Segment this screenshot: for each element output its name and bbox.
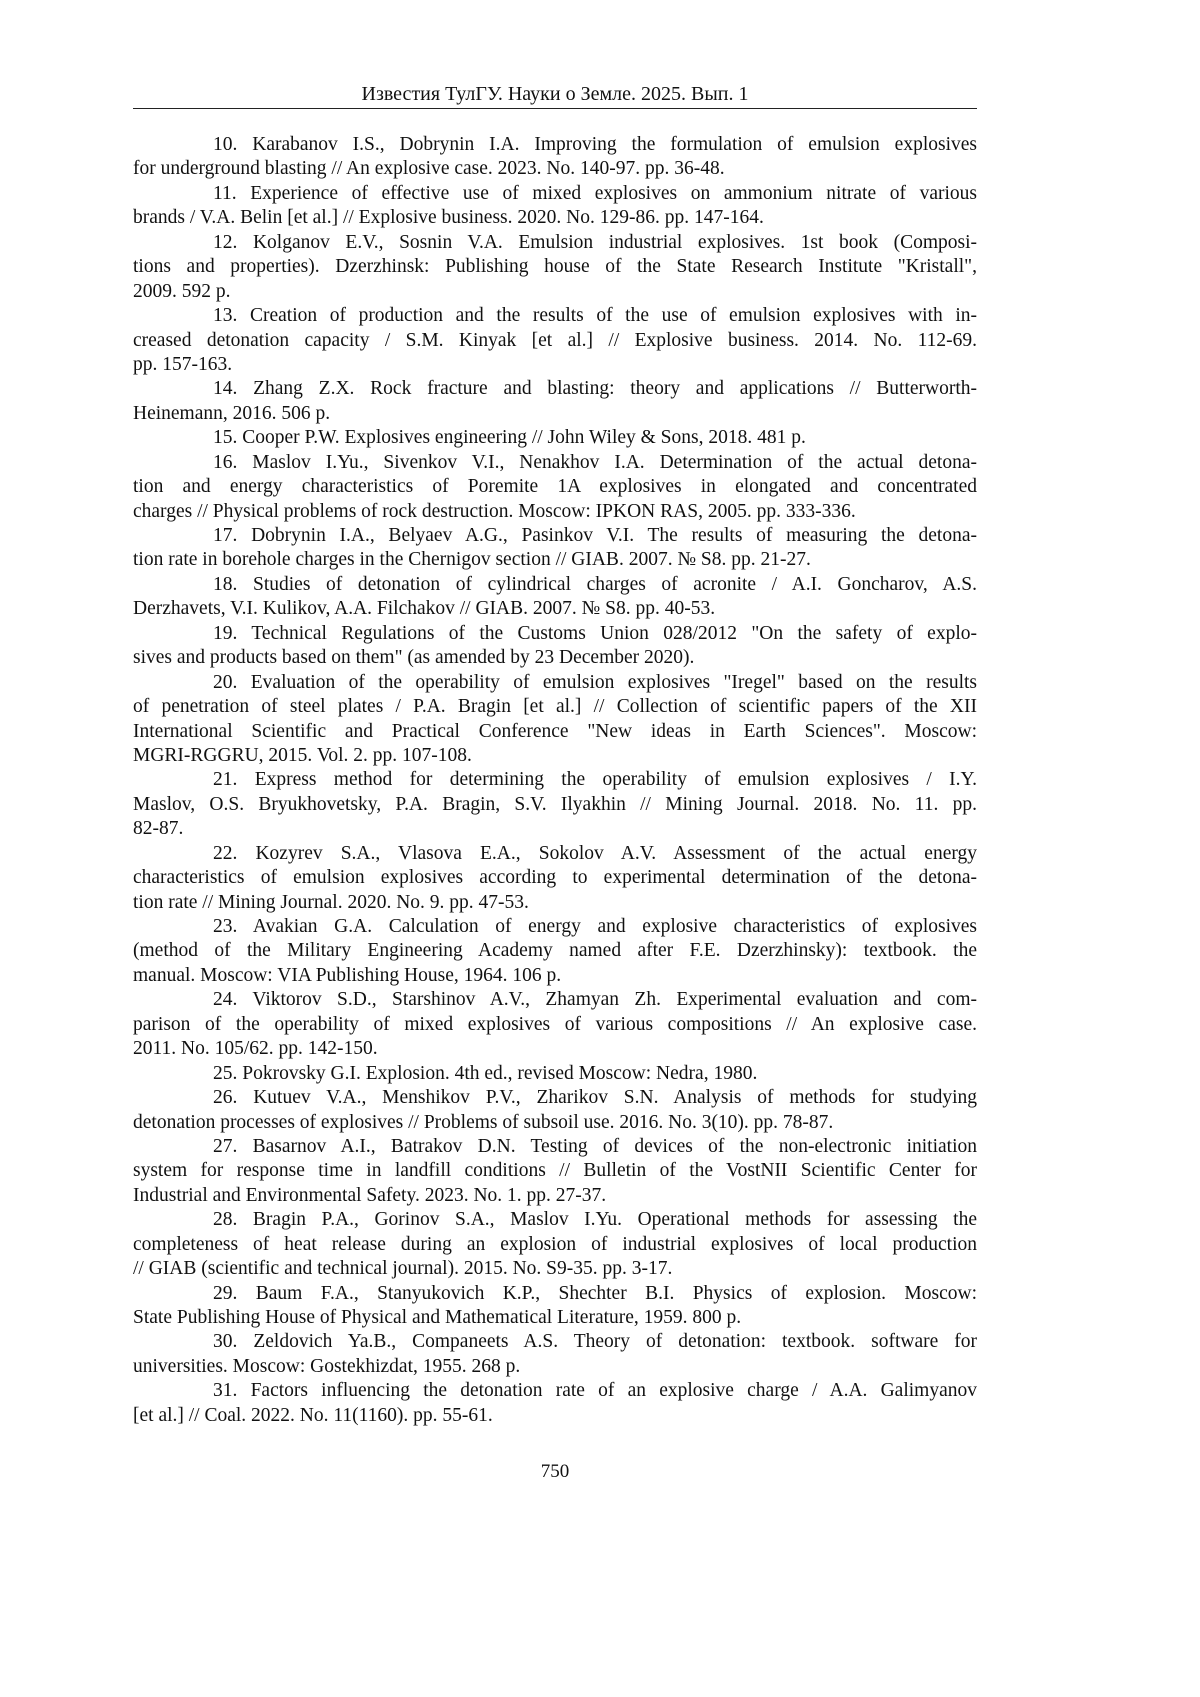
reference-item (133, 1379, 977, 1428)
reference-line: Industrial and Environmental Safety. 2023. No. 1. pp. 27-37. (133, 1184, 607, 1206)
reference-item (133, 622, 977, 671)
reference-line: 16. Maslov I.Yu., Sivenkov V.I., Nenakhov I.A. Determination of the actual detona- (213, 451, 977, 473)
reference-line: 82-87. (133, 818, 184, 840)
reference-item (133, 988, 977, 1061)
reference-line: 25. Pokrovsky G.I. Explosion. 4th ed., revised Moscow: Nedra, 1980. (213, 1062, 758, 1084)
reference-line: creased detonation capacity / S.M. Kinyak [et al.] // Explosive business. 2014. No. 112-69. (133, 329, 977, 351)
reference-item (133, 182, 977, 231)
reference-line: 20. Evaluation of the operability of emulsion explosives "Iregel" based on the results (213, 671, 977, 693)
reference-line: 13. Creation of production and the results of the use of emulsion explosives with in- (213, 305, 977, 327)
reference-line: 2011. No. 105/62. pp. 142-150. (133, 1038, 378, 1060)
reference-line: 31. Factors influencing the detonation rate of an explosive charge / A.A. Galimyanov (213, 1380, 977, 1402)
reference-line: 29. Baum F.A., Stanyukovich K.P., Shechter B.I. Physics of explosion. Moscow: (213, 1282, 977, 1304)
reference-line: universities. Moscow: Gostekhizdat, 1955. 268 p. (133, 1355, 521, 1377)
reference-line: 14. Zhang Z.X. Rock fracture and blasting: theory and applications // Butterworth- (213, 378, 977, 400)
reference-item (133, 915, 977, 988)
reference-line: 27. Basarnov A.I., Batrakov D.N. Testing of devices of the non-electronic initiation (213, 1135, 977, 1157)
reference-line: 24. Viktorov S.D., Starshinov A.V., Zhamyan Zh. Experimental evaluation and com- (213, 989, 977, 1011)
reference-line: (method of the Military Engineering Academy named after F.E. Dzerzhinsky): textbook. the (133, 940, 977, 962)
reference-line: manual. Moscow: VIA Publishing House, 1964. 106 p. (133, 964, 562, 986)
reference-line: 22. Kozyrev S.A., Vlasova E.A., Sokolov A.V. Assessment of the actual energy (213, 842, 977, 864)
reference-item (133, 133, 977, 182)
reference-line: 30. Zeldovich Ya.B., Companeets A.S. Theory of detonation: textbook. software for (213, 1331, 977, 1353)
reference-line: 11. Experience of effective use of mixed explosives on ammonium nitrate of various (213, 182, 977, 204)
reference-line: 19. Technical Regulations of the Customs Union 028/2012 "On the safety of explo- (213, 622, 977, 644)
reference-line: Derzhavets, V.I. Kulikov, A.A. Filchakov // GIAB. 2007. № S8. pp. 40-53. (133, 598, 716, 620)
reference-line: 23. Avakian G.A. Calculation of energy and explosive characteristics of explosives (213, 916, 977, 937)
reference-line: 15. Cooper P.W. Explosives engineering // John Wiley & Sons, 2018. 481 p. (213, 427, 806, 449)
reference-item (133, 1135, 977, 1208)
reference-line: Heinemann, 2016. 506 p. (133, 402, 331, 424)
reference-line: 28. Bragin P.A., Gorinov S.A., Maslov I.Yu. Operational methods for assessing the (213, 1209, 977, 1231)
reference-line: characteristics of emulsion explosives according to experimental determination of the detona- (133, 867, 977, 889)
reference-item (133, 573, 977, 622)
reference-line: // GIAB (scientific and technical journal). 2015. No. S9-35. pp. 3-17. (133, 1258, 673, 1280)
reference-line: detonation processes of explosives // Problems of subsoil use. 2016. No. 3(10). pp. 78-87. (133, 1111, 834, 1133)
reference-item (133, 1208, 977, 1281)
reference-item (133, 304, 977, 377)
reference-item (133, 842, 977, 915)
reference-line: 26. Kutuev V.A., Menshikov P.V., Zharikov S.N. Analysis of methods for studying (213, 1087, 977, 1109)
reference-line: brands / V.A. Belin [et al.] // Explosive business. 2020. No. 129-86. pp. 147-164. (133, 207, 764, 229)
reference-line: [et al.] // Coal. 2022. No. 11(1160). pp. 55-61. (133, 1404, 493, 1426)
reference-line: 10. Karabanov I.S., Dobrynin I.A. Improving the formulation of emulsion explosives (213, 134, 977, 155)
reference-line: parison of the operability of mixed explosives of various compositions // An explosive case. (133, 1013, 977, 1035)
running-header: Известия ТулГУ. Науки о Земле. 2025. Вып. 1 (361, 83, 749, 105)
reference-line: tions and properties). Dzerzhinsk: Publishing house of the State Research Institute "Kristall", (133, 256, 977, 278)
reference-line: 18. Studies of detonation of cylindrical charges of acronite / A.I. Goncharov, A.S. (213, 573, 977, 595)
reference-item (133, 1062, 977, 1086)
reference-line: State Publishing House of Physical and Mathematical Literature, 1959. 800 p. (133, 1307, 742, 1328)
reference-item (133, 377, 977, 426)
reference-line: Maslov, O.S. Bryukhovetsky, P.A. Bragin, S.V. Ilyakhin // Mining Journal. 2018. No. 11. pp. (133, 793, 977, 815)
reference-item (133, 1330, 977, 1379)
reference-item (133, 451, 977, 524)
reference-item (133, 426, 977, 450)
reference-line: International Scientific and Practical Conference "New ideas in Earth Sciences". Moscow: (133, 720, 977, 742)
reference-line: completeness of heat release during an explosion of industrial explosives of local production (133, 1233, 977, 1255)
reference-item (133, 524, 977, 573)
reference-line: tion rate in borehole charges in the Chernigov section // GIAB. 2007. № S8. pp. 21-27. (133, 549, 811, 571)
reference-line: tion and energy characteristics of Poremite 1A explosives in elongated and concentrated (133, 476, 977, 498)
reference-list (133, 133, 977, 1428)
reference-line: for underground blasting // An explosive case. 2023. No. 140-97. pp. 36-48. (133, 158, 725, 180)
reference-item (133, 1086, 977, 1135)
reference-line: system for response time in landfill conditions // Bulletin of the VostNII Scientific Center for (133, 1160, 977, 1182)
reference-line: 17. Dobrynin I.A., Belyaev A.G., Pasinkov V.I. The results of measuring the detona- (213, 525, 977, 546)
page-number: 750 (540, 1461, 570, 1482)
reference-line: pp. 157-163. (133, 353, 233, 375)
reference-line: MGRI-RGGRU, 2015. Vol. 2. pp. 107-108. (133, 744, 472, 766)
reference-line: charges // Physical problems of rock destruction. Moscow: IPKON RAS, 2005. pp. 333-336. (133, 500, 856, 522)
reference-item (133, 671, 977, 769)
reference-item (133, 1282, 977, 1331)
reference-line: sives and products based on them" (as amended by 23 December 2020). (133, 647, 695, 669)
reference-item (133, 231, 977, 304)
reference-item (133, 768, 977, 841)
header-rule (133, 108, 977, 109)
reference-line: tion rate // Mining Journal. 2020. No. 9. pp. 47-53. (133, 891, 529, 913)
reference-line: of penetration of steel plates / P.A. Bragin [et al.] // Collection of scientific papers of the XII (133, 696, 977, 718)
reference-line: 12. Kolganov E.V., Sosnin V.A. Emulsion industrial explosives. 1st book (Composi- (213, 231, 977, 253)
reference-line: 21. Express method for determining the operability of emulsion explosives / I.Y. (213, 769, 977, 791)
reference-line: 2009. 592 p. (133, 280, 231, 302)
